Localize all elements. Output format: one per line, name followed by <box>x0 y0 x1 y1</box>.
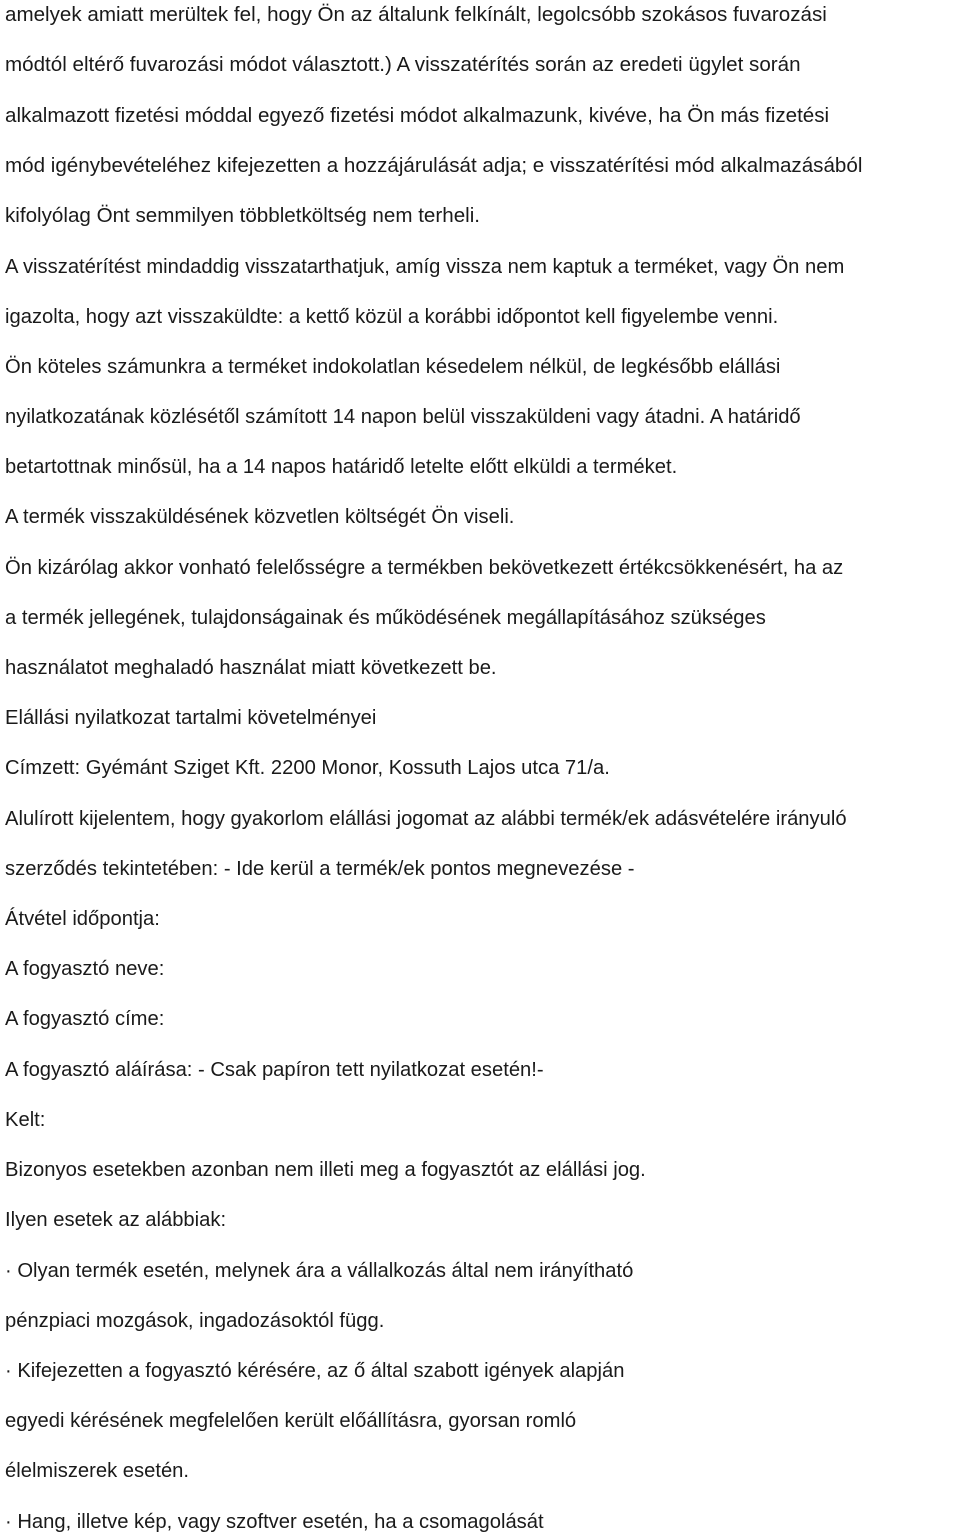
text-line: élelmiszerek esetén. <box>5 1460 190 1482</box>
text-line: A termék visszaküldésének közvetlen költségét Ön viseli. <box>5 506 515 528</box>
text-line: pénzpiaci mozgások, ingadozásoktól függ. <box>5 1310 385 1332</box>
form-field-label: A fogyasztó aláírása: - Csak papíron tett nyilatkozat esetén!- <box>5 1059 544 1081</box>
list-item: · Olyan termék esetén, melynek ára a vállalkozás által nem irányítható <box>5 1260 634 1282</box>
form-field-label: A fogyasztó neve: <box>5 958 165 980</box>
form-field-label: A fogyasztó címe: <box>5 1008 165 1030</box>
form-field-label: Átvétel időpontja: <box>5 908 160 930</box>
recipient-line: Címzett: Gyémánt Sziget Kft. 2200 Monor, Kossuth Lajos utca 71/a. <box>5 757 610 779</box>
text-line: egyedi kérésének megfelelően került előállításra, gyorsan romló <box>5 1410 577 1432</box>
text-line: igazolta, hogy azt visszaküldte: a kettő közül a korábbi időpontot kell figyelembe venni. <box>5 306 779 328</box>
list-item: · Hang, illetve kép, vagy szoftver esetén, ha a csomagolását <box>5 1511 544 1533</box>
text-line: amelyek amiatt merültek fel, hogy Ön az általunk felkínált, legolcsóbb szokásos fuvarozási <box>5 3 827 26</box>
text-line: a termék jellegének, tulajdonságainak és működésének megállapításához szükséges <box>5 607 766 629</box>
text-line: módtól eltérő fuvarozási módot választott.) A visszatérítés során az eredeti ügylet során <box>5 53 801 76</box>
form-field-label: Kelt: <box>5 1109 46 1131</box>
text-line: A visszatérítést mindaddig visszatarthatjuk, amíg vissza nem kaptuk a terméket, vagy Ön nem <box>5 256 845 278</box>
text-line: nyilatkozatának közlésétől számított 14 napon belül visszaküldeni vagy átadni. A határidő <box>5 406 801 428</box>
text-line: szerződés tekintetében: - Ide kerül a termék/ek pontos megnevezése - <box>5 858 635 880</box>
list-item: · Kifejezetten a fogyasztó kérésére, az ő által szabott igények alapján <box>5 1360 625 1382</box>
text-line: alkalmazott fizetési móddal egyező fizetési módot alkalmazunk, kivéve, ha Ön más fizetési <box>5 104 830 127</box>
text-line: Alulírott kijelentem, hogy gyakorlom elállási jogomat az alábbi termék/ek adásvételére irányuló <box>5 808 847 830</box>
text-line: kifolyólag Önt semmilyen többletköltség nem terheli. <box>5 204 481 227</box>
text-line: használatot meghaladó használat miatt következett be. <box>5 657 497 679</box>
text-line: Ilyen esetek az alábbiak: <box>5 1209 227 1231</box>
heading: Elállási nyilatkozat tartalmi követelményei <box>5 707 377 729</box>
text-line: betartottnak minősül, ha a 14 napos határidő letelte előtt elküldi a terméket. <box>5 456 678 478</box>
text-line: Ön köteles számunkra a terméket indokolatlan késedelem nélkül, de legkésőbb elállási <box>5 356 781 378</box>
text-line: Ön kizárólag akkor vonható felelősségre a termékben bekövetkezett értékcsökkenésért, ha az <box>5 557 844 579</box>
text-line: mód igénybevételéhez kifejezetten a hozzájárulását adja; e visszatérítési mód alkalmazásából <box>5 154 863 177</box>
text-line: Bizonyos esetekben azonban nem illeti meg a fogyasztót az elállási jog. <box>5 1159 646 1181</box>
